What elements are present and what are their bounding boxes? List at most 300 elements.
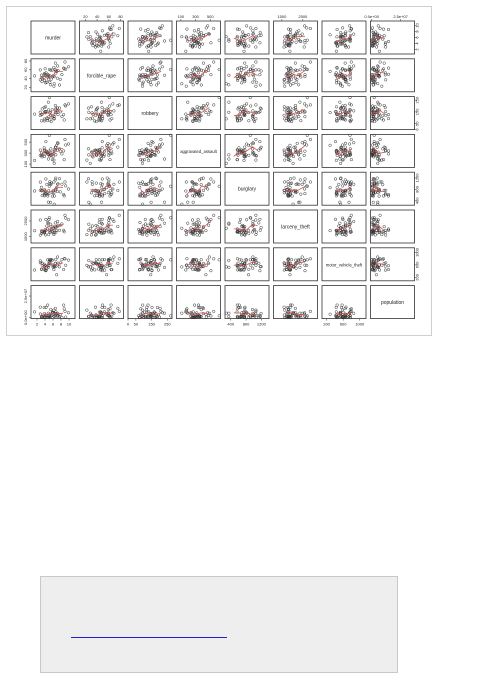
data-point bbox=[384, 234, 387, 237]
data-point bbox=[303, 25, 306, 28]
data-point bbox=[118, 27, 121, 30]
data-point bbox=[192, 201, 195, 204]
data-point bbox=[156, 74, 159, 77]
data-point bbox=[303, 46, 306, 49]
data-point bbox=[161, 143, 164, 146]
data-point bbox=[61, 115, 64, 118]
data-point bbox=[147, 142, 150, 145]
data-point bbox=[334, 178, 337, 181]
data-point bbox=[352, 141, 355, 144]
data-point bbox=[106, 265, 109, 268]
data-point bbox=[64, 181, 67, 184]
x-tick-label: 1500 bbox=[277, 14, 287, 19]
data-point bbox=[63, 158, 66, 161]
data-point bbox=[191, 219, 194, 222]
panel-frame bbox=[31, 172, 75, 205]
data-point bbox=[341, 181, 344, 184]
data-point bbox=[304, 110, 307, 113]
data-point bbox=[63, 308, 66, 311]
data-point bbox=[152, 65, 155, 68]
data-point bbox=[41, 80, 44, 83]
data-point bbox=[67, 188, 70, 191]
data-point bbox=[305, 27, 308, 30]
data-point bbox=[67, 259, 70, 262]
data-point bbox=[210, 178, 213, 181]
data-point bbox=[289, 177, 292, 180]
data-point bbox=[329, 144, 332, 147]
data-point bbox=[305, 105, 308, 108]
data-point bbox=[255, 104, 258, 107]
data-point bbox=[186, 257, 189, 260]
data-point bbox=[163, 201, 166, 204]
data-point bbox=[95, 233, 98, 236]
data-point bbox=[153, 40, 156, 43]
data-point bbox=[210, 42, 213, 45]
data-point bbox=[101, 304, 104, 307]
data-point bbox=[53, 82, 56, 85]
data-point bbox=[239, 218, 242, 221]
data-point bbox=[205, 229, 208, 232]
panel-frame bbox=[128, 21, 172, 54]
data-point bbox=[48, 218, 51, 221]
data-point bbox=[339, 222, 342, 225]
panel-frame bbox=[322, 172, 366, 205]
data-point bbox=[63, 119, 66, 122]
data-point bbox=[377, 25, 380, 28]
data-point bbox=[287, 180, 290, 183]
data-point bbox=[259, 73, 262, 76]
data-point bbox=[101, 106, 104, 109]
data-point bbox=[283, 309, 286, 312]
data-point bbox=[283, 109, 286, 112]
data-point bbox=[93, 269, 96, 272]
data-point bbox=[185, 233, 188, 236]
x-tick-label: 500 bbox=[206, 14, 214, 19]
data-point bbox=[200, 84, 203, 87]
data-point bbox=[228, 266, 231, 269]
data-point bbox=[100, 101, 103, 104]
data-point bbox=[336, 186, 339, 189]
smoother-line bbox=[41, 71, 63, 77]
data-point bbox=[344, 179, 347, 182]
data-point bbox=[191, 268, 194, 271]
data-point bbox=[149, 144, 152, 147]
panel-frame bbox=[322, 286, 366, 319]
data-point bbox=[352, 312, 355, 315]
data-point bbox=[101, 218, 104, 221]
data-point bbox=[243, 62, 246, 65]
data-point bbox=[155, 177, 158, 180]
data-point bbox=[344, 146, 347, 149]
data-point bbox=[93, 120, 96, 123]
panel-frame bbox=[128, 210, 172, 243]
data-point bbox=[292, 82, 295, 85]
data-point bbox=[87, 148, 90, 151]
data-point bbox=[300, 119, 303, 122]
data-point bbox=[153, 191, 156, 194]
data-point bbox=[33, 75, 36, 78]
data-point bbox=[212, 214, 215, 217]
data-point bbox=[67, 311, 70, 314]
y-tick-label: 300 bbox=[23, 149, 28, 157]
data-point bbox=[44, 153, 47, 156]
data-point bbox=[64, 138, 67, 141]
x-tick-label: 50 bbox=[133, 321, 139, 327]
data-point bbox=[289, 273, 292, 276]
data-point bbox=[207, 113, 210, 116]
data-point bbox=[387, 153, 390, 156]
data-point bbox=[348, 191, 351, 194]
data-point bbox=[88, 223, 91, 226]
data-point bbox=[139, 158, 142, 161]
data-point bbox=[309, 104, 312, 107]
data-point bbox=[139, 68, 142, 71]
variable-label: robbery bbox=[141, 111, 159, 118]
data-point bbox=[86, 233, 89, 236]
data-point bbox=[387, 113, 390, 116]
data-point bbox=[248, 74, 251, 77]
y-tick-label: 2 bbox=[414, 48, 420, 51]
data-point bbox=[249, 264, 252, 267]
data-point bbox=[113, 256, 116, 259]
data-point bbox=[158, 185, 161, 188]
data-point bbox=[157, 82, 160, 85]
data-point bbox=[64, 214, 67, 217]
data-point bbox=[54, 179, 57, 182]
panel-frame bbox=[177, 21, 221, 54]
data-point bbox=[64, 144, 67, 147]
data-point bbox=[163, 222, 166, 225]
data-point bbox=[255, 61, 258, 64]
data-point bbox=[181, 35, 184, 38]
y-tick-label: 0.0e+00 bbox=[23, 310, 28, 326]
data-point bbox=[304, 269, 307, 272]
data-point bbox=[54, 307, 57, 310]
data-point bbox=[158, 217, 161, 220]
data-point bbox=[46, 183, 49, 186]
data-point bbox=[86, 36, 89, 39]
data-point bbox=[381, 85, 384, 88]
data-point bbox=[258, 69, 261, 72]
data-point bbox=[95, 182, 98, 185]
data-point bbox=[141, 181, 144, 184]
data-point bbox=[338, 183, 341, 186]
data-point bbox=[62, 268, 65, 271]
data-point bbox=[300, 193, 303, 196]
data-point bbox=[236, 28, 239, 31]
data-point bbox=[378, 269, 381, 272]
data-point bbox=[109, 158, 112, 161]
data-point bbox=[344, 142, 347, 145]
panel-frame bbox=[225, 21, 269, 54]
data-point bbox=[341, 85, 344, 88]
data-point bbox=[87, 107, 90, 110]
data-point bbox=[39, 219, 42, 222]
data-point bbox=[155, 31, 158, 34]
data-point bbox=[197, 218, 200, 221]
data-point bbox=[374, 234, 377, 237]
data-point bbox=[387, 150, 390, 153]
data-point bbox=[379, 27, 382, 30]
data-point bbox=[156, 306, 159, 309]
y-tick-label: 100 bbox=[23, 160, 28, 168]
data-point bbox=[304, 192, 307, 195]
data-point bbox=[207, 224, 210, 227]
data-point bbox=[185, 85, 188, 88]
data-point bbox=[157, 269, 160, 272]
data-point bbox=[50, 308, 53, 311]
data-point bbox=[58, 84, 61, 87]
data-point bbox=[335, 311, 338, 314]
data-point bbox=[352, 183, 355, 186]
data-point bbox=[301, 183, 304, 186]
data-point bbox=[295, 81, 298, 84]
data-point bbox=[50, 120, 53, 123]
data-point bbox=[64, 217, 67, 220]
data-point bbox=[283, 151, 286, 154]
data-point bbox=[94, 114, 97, 117]
data-point bbox=[212, 258, 215, 261]
y-tick-label: 6 bbox=[414, 36, 420, 39]
y-tick-label: 150 bbox=[414, 108, 420, 116]
data-point bbox=[371, 144, 374, 147]
data-point bbox=[329, 111, 332, 114]
data-point bbox=[33, 159, 36, 162]
data-point bbox=[283, 159, 286, 162]
data-point bbox=[185, 269, 188, 272]
data-point bbox=[383, 62, 386, 65]
data-point bbox=[51, 195, 54, 198]
data-point bbox=[283, 82, 286, 85]
data-point bbox=[112, 103, 115, 106]
footer-link[interactable] bbox=[71, 637, 227, 638]
data-point bbox=[55, 177, 58, 180]
data-point bbox=[259, 229, 262, 232]
y-tick-label: 4 bbox=[414, 42, 420, 45]
data-point bbox=[205, 111, 208, 114]
panel-frame bbox=[322, 21, 366, 54]
data-point bbox=[190, 266, 193, 269]
data-point bbox=[255, 214, 258, 217]
data-point bbox=[144, 218, 147, 221]
data-point bbox=[118, 138, 121, 141]
data-point bbox=[67, 143, 70, 146]
data-point bbox=[251, 308, 254, 311]
data-point bbox=[59, 78, 62, 81]
data-point bbox=[259, 218, 262, 221]
data-point bbox=[384, 79, 387, 82]
data-point bbox=[299, 69, 302, 72]
data-point bbox=[185, 113, 188, 116]
data-point bbox=[157, 151, 160, 154]
data-point bbox=[251, 148, 254, 151]
data-point bbox=[387, 268, 390, 271]
data-point bbox=[339, 158, 342, 161]
data-point bbox=[202, 62, 205, 65]
data-point bbox=[56, 65, 59, 68]
x-tick-label: 80 bbox=[118, 14, 123, 19]
data-point bbox=[243, 104, 246, 107]
data-point bbox=[383, 225, 386, 228]
data-point bbox=[205, 27, 208, 30]
data-point bbox=[86, 118, 89, 121]
data-point bbox=[238, 28, 241, 31]
data-point bbox=[157, 234, 160, 237]
data-point bbox=[348, 25, 351, 28]
data-point bbox=[299, 266, 302, 269]
data-point bbox=[329, 186, 332, 189]
data-point bbox=[95, 31, 98, 34]
data-point bbox=[381, 114, 384, 117]
data-point bbox=[377, 101, 380, 104]
data-point bbox=[375, 46, 378, 49]
smoother-line bbox=[41, 111, 63, 117]
x-tick-label: 2 bbox=[35, 321, 39, 327]
data-point bbox=[379, 138, 382, 141]
data-point bbox=[163, 74, 166, 77]
data-point bbox=[147, 224, 150, 227]
data-point bbox=[251, 81, 254, 84]
data-point bbox=[245, 66, 248, 69]
data-point bbox=[248, 120, 251, 123]
data-point bbox=[289, 50, 292, 53]
data-point bbox=[64, 61, 67, 64]
data-point bbox=[255, 138, 258, 141]
data-point bbox=[205, 217, 208, 220]
data-point bbox=[212, 181, 215, 184]
x-tick-label: 6 bbox=[51, 321, 55, 327]
data-point bbox=[39, 306, 42, 309]
data-point bbox=[39, 149, 42, 152]
data-point bbox=[247, 273, 250, 276]
data-point bbox=[255, 264, 258, 267]
data-point bbox=[341, 27, 344, 30]
data-point bbox=[384, 110, 387, 113]
data-point bbox=[194, 45, 197, 48]
data-point bbox=[99, 50, 102, 53]
data-point bbox=[151, 78, 154, 81]
data-point bbox=[210, 73, 213, 76]
data-point bbox=[255, 81, 258, 84]
data-point bbox=[50, 148, 53, 151]
data-point bbox=[379, 61, 382, 64]
data-point bbox=[255, 233, 258, 236]
x-tick-label: 600 bbox=[339, 321, 347, 327]
data-point bbox=[283, 114, 286, 117]
data-point bbox=[295, 267, 298, 270]
data-point bbox=[158, 68, 161, 71]
data-point bbox=[298, 30, 301, 33]
data-point bbox=[56, 256, 59, 259]
data-point bbox=[58, 229, 61, 232]
data-point bbox=[39, 69, 42, 72]
data-point bbox=[195, 69, 198, 72]
data-point bbox=[228, 111, 231, 114]
data-point bbox=[252, 30, 255, 33]
data-point bbox=[150, 201, 153, 204]
data-point bbox=[113, 183, 116, 186]
panel-frame bbox=[80, 134, 124, 167]
data-point bbox=[283, 314, 286, 317]
data-point bbox=[335, 106, 338, 109]
data-point bbox=[100, 182, 103, 185]
data-point bbox=[67, 218, 70, 221]
data-point bbox=[236, 304, 239, 307]
data-point bbox=[90, 192, 93, 195]
data-point bbox=[53, 85, 56, 88]
data-point bbox=[387, 264, 390, 267]
data-point bbox=[228, 154, 231, 157]
data-point bbox=[62, 150, 65, 153]
footer-panel bbox=[40, 576, 398, 673]
data-point bbox=[144, 30, 147, 33]
data-point bbox=[61, 258, 64, 261]
variable-label: population bbox=[380, 300, 405, 307]
data-point bbox=[344, 104, 347, 107]
data-point bbox=[86, 159, 89, 162]
data-point bbox=[255, 219, 258, 222]
data-point bbox=[91, 180, 94, 183]
data-point bbox=[375, 273, 378, 276]
data-point bbox=[243, 146, 246, 149]
data-point bbox=[58, 266, 61, 269]
data-point bbox=[228, 158, 231, 161]
y-tick-label: 500 bbox=[23, 138, 28, 146]
data-point bbox=[206, 188, 209, 191]
data-point bbox=[248, 268, 251, 271]
data-point bbox=[139, 308, 142, 311]
data-point bbox=[249, 39, 252, 42]
data-point bbox=[197, 28, 200, 31]
data-point bbox=[201, 194, 204, 197]
data-point bbox=[283, 85, 286, 88]
data-point bbox=[341, 185, 344, 188]
data-point bbox=[352, 33, 355, 36]
data-point bbox=[89, 162, 92, 165]
data-point bbox=[141, 40, 144, 43]
data-point bbox=[163, 40, 166, 43]
data-point bbox=[304, 150, 307, 153]
data-point bbox=[290, 258, 293, 261]
data-point bbox=[88, 38, 91, 41]
data-point bbox=[197, 72, 200, 75]
data-point bbox=[118, 310, 121, 313]
data-point bbox=[61, 73, 64, 76]
data-point bbox=[95, 120, 98, 123]
data-point bbox=[259, 269, 262, 272]
data-point bbox=[55, 273, 58, 276]
data-point bbox=[299, 101, 302, 104]
data-point bbox=[387, 67, 390, 70]
data-point bbox=[295, 41, 298, 44]
data-point bbox=[163, 158, 166, 161]
panel-frame bbox=[177, 172, 221, 205]
data-point bbox=[51, 108, 54, 111]
x-tick-label: 2.5e+07 bbox=[393, 14, 408, 19]
data-point bbox=[210, 218, 213, 221]
data-point bbox=[335, 159, 338, 162]
data-point bbox=[206, 259, 209, 262]
data-point bbox=[289, 144, 292, 147]
variable-label: burglary bbox=[237, 186, 257, 193]
x-tick-label: 10 bbox=[66, 321, 72, 327]
data-point bbox=[228, 315, 231, 318]
data-point bbox=[249, 105, 252, 108]
data-point bbox=[185, 50, 188, 53]
data-point bbox=[151, 306, 154, 309]
data-point bbox=[292, 162, 295, 165]
panel-frame bbox=[80, 21, 124, 54]
